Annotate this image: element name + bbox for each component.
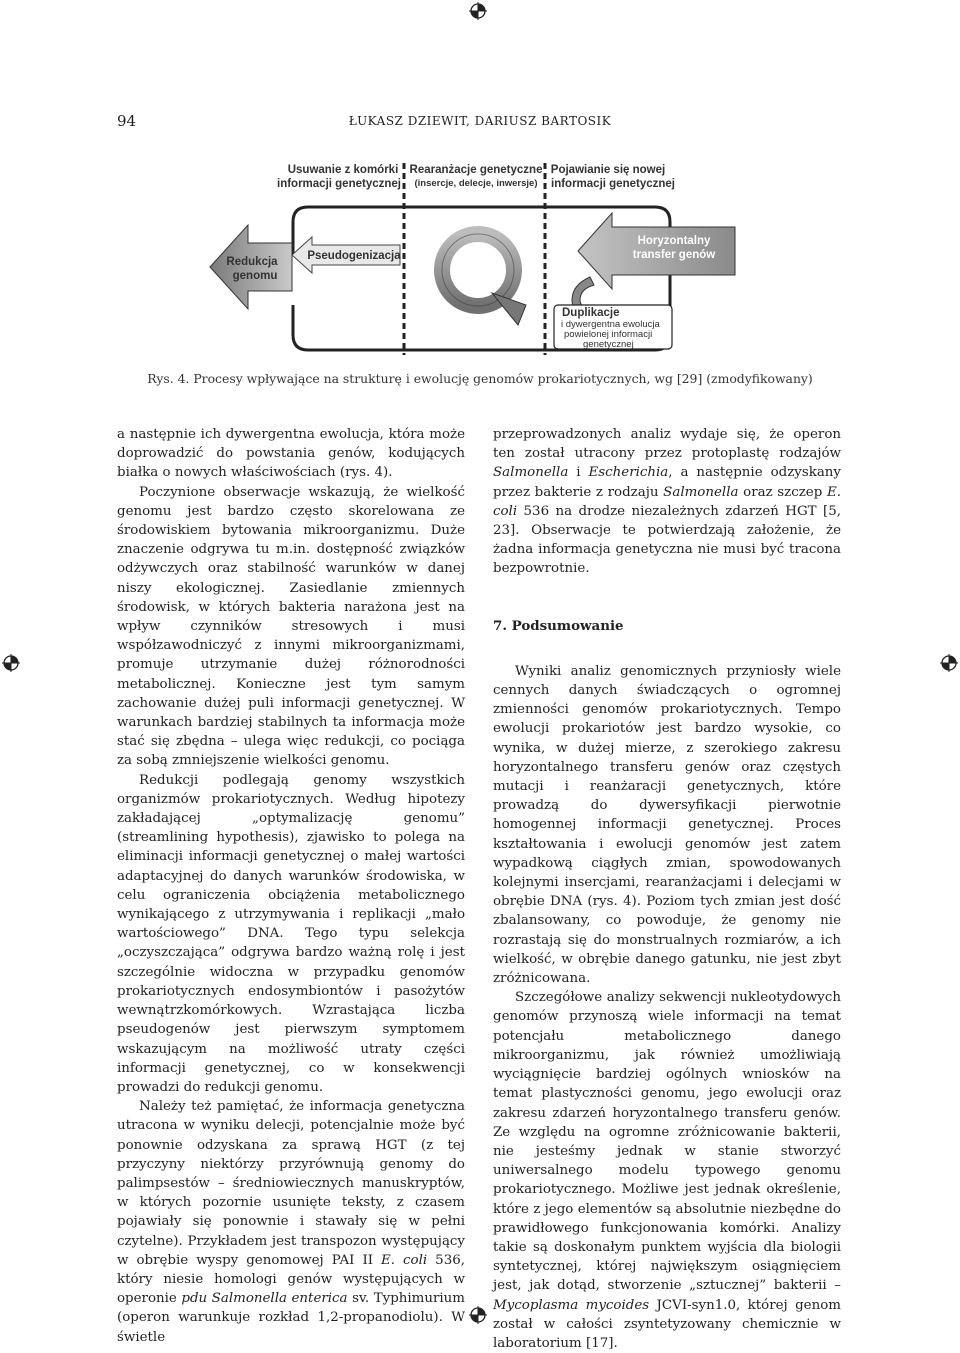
left-paragraph-3: Redukcji podlegają genomy wszystkich organizmów prokariotycznych. Według hipotezy zakładającej „optymalizację genomu” (streamlining hypothesis), zjawisko to polega na eliminacji informacji genetycznej o małej wartości adaptacyjnej do danych warunków środowiska, w celu ograniczenia obciążenia metabolicznego wynikającego z utrzymywania i replikacji „mało wartościowego” DNA. Tego typu selekcja „oczyszczająca” odgrywa bardzo ważną rolę i jest szczególnie widoczna w przypadku genomów prokariotycznych endosymbiontów i pasożytów wewnątrzkomórkowych. Wzrastająca liczba pseudogenów jest pierwszym symptomem wskazującym na możliwość utraty części informacji genetycznej, co w konsekwencji prowadzi do redukcji genomu. [117,772,465,1095]
registration-mark-left [2,654,20,672]
registration-mark-right [940,654,958,672]
genome-reduction-label-line2: genomu [232,270,278,282]
duplication-title: Duplikacje [562,307,620,319]
duplication-line2: powielonej informacji [564,329,653,340]
hgt-label-line2: transfer genów [632,249,716,261]
left-paragraph-1: a następnie ich dywergentna ewolucja, która może doprowadzić do powstania genów, kodujących białka o nowych właściwościach (rys. 4). [117,427,465,481]
running-head: ŁUKASZ DZIEWIT, DARIUSZ BARTOSIK [348,114,612,128]
section-title: 7. Podsumowanie [493,617,624,634]
header-new-info-line1: Pojawianie się nowej [550,164,666,176]
left-paragraph-2: Poczynione obserwacje wskazują, że wielkość genomu jest bardzo często skorelowana ze środowiskiem bytowania mikroorganizmu. Duże znaczenie odgrywa tu m.in. dostępność związków odżywczych oraz stabilność warunków w danej niszy ekologicznej. Zasiedlanie zmiennych środowisk, w których bakteria narażona jest na wpływ czynników stresowych i musi współzawodniczyć z innymi mikroorganizmami, promuje utrzymanie dużej różnorodności metabolicznej. Konieczne jest tym samym zachowanie dużej puli informacji genetycznej. W warunkach bardziej stabilnych ta informacja może stać się zbędna – ulega więc redukcji, co pociąga za sobą zmniejszenie wielkości genomu. [117,484,465,769]
registration-mark-top [469,2,487,20]
registration-mark-bottom [469,1306,487,1324]
figure-caption: Rys. 4. Procesy wpływające na strukturę i ewolucję genomów prokariotycznych, wg [29] (zmodyfikowany) [147,371,813,386]
duplication-line3: genetycznej [583,339,634,350]
header-rearrangement-line1: Rearanżacje genetyczne [409,164,543,176]
page-header [117,112,843,132]
rearrangement-cycle-icon [442,234,526,325]
header-removal-line2: informacji genetycznej [277,178,401,190]
genome-reduction-label-line1: Redukcja [226,256,278,268]
left-column [117,425,465,1347]
right-column [493,425,841,1353]
hgt-label-line1: Horyzontalny [637,235,711,247]
right-paragraph-2: Wyniki analiz genomicznych przyniosły wiele cennych danych świadczących o ogromnej zmienności genomów prokariotycznych. Tempo ewolucji prokariotów jest bardzo wysokie, co wynika, w dużej mierze, z szerokiego zakresu horyzontalnego transferu genów oraz częstych mutacji i reanżaracji genetycznych, które prowadzą do dywersyfikacji pierwotnie homogennej informacji genetycznej. Proces kształtowania i ewolucji genomów jest zatem wypadkową ciągłych zmian, spowodowanych kolejnymi insercjami, rearanżacjami i delecjami w obrębie DNA (rys. 4). Poziom tych zmian jest dość zbalansowany, co powoduje, że genomy nie rozrastają się do monstrualnych rozmiarów, a ich wielkość, w obrębie danego gatunku, nie jest zbyt zróżnicowana. [493,663,841,987]
page-number: 94 [117,112,137,130]
header-removal-line1: Usuwanie z komórki [287,164,399,176]
pseudogenization-label: Pseudogenizacja [307,250,401,262]
figure-genome-processes [200,155,760,360]
left-paragraph-4: Należy też pamiętać, że informacja genetyczna utracona w wyniku delecji, potencjalnie może być ponownie odzyskana za sprawą HGT (z tej przyczyny niektórzy przyrównują genomy do palimpsestów – średniowiecznych manuskryptów, w których pozornie usunięte teksty, z czasem pojawiały się ponownie i stawały się w pełni czytelne). Przykładem jest transpozon występujący w obrębie wyspy genomowej PAI II E. coli 536, który niesie homologi genów występujących w operonie pdu Salmonella enterica sv. Typhimurium (operon warunkuje rozkład 1,2-propanodiolu). W świetle [117,1099,466,1345]
header-rearrangement-line2: (insercje, delecje, inwersje) [414,178,538,189]
right-paragraph-1: przeprowadzonych analiz wydaje się, że operon ten został utracony przez protoplastę rodzajów Salmonella i Escherichia, a następnie odzyskany przez bakterie z rodzaju Salmonella oraz szczep E. coli 536 na drodze niezależnych zdarzeń HGT [5, 23]. Obserwacje te potwierdzają założenie, że żadna informacja genetyczna nie musi być tracona bezpowrotnie. [493,427,841,577]
duplication-line1: i dywergentna ewolucja [561,319,660,330]
header-new-info-line2: informacji genetycznej [551,178,675,190]
right-paragraph-3: Szczegółowe analizy sekwencji nukleotydowych genomów przynoszą wiele informacji na temat potencjału metabolicznego danego mikroorganizmu, jak również umożliwiają wyciągnięcie bardziej ogólnych wniosków na temat plastyczności genomu, jego ewolucji oraz zakresu zdarzeń horyzontalnego transferu genów. Ze względu na ogromne zróżnicowanie bakterii, nie jesteśmy jednak w stanie stworzyć uniwersalnego modelu typowego genomu prokariotycznego. Możliwe jest jednak określenie, które z jego elementów są absolutnie niezbędne do prawidłowego funkcjonowania komórki. Analizy takie są doskonałym punktem wyjścia dla biologii syntetycznej, której największym osiągnięciem jest, jak dotąd, stworzenie „sztucznej” bakterii – Mycoplasma mycoides JCVI-syn1.0, której genom został w całości zsyntetyzowany chemicznie w laboratorium [17]. [493,990,841,1351]
